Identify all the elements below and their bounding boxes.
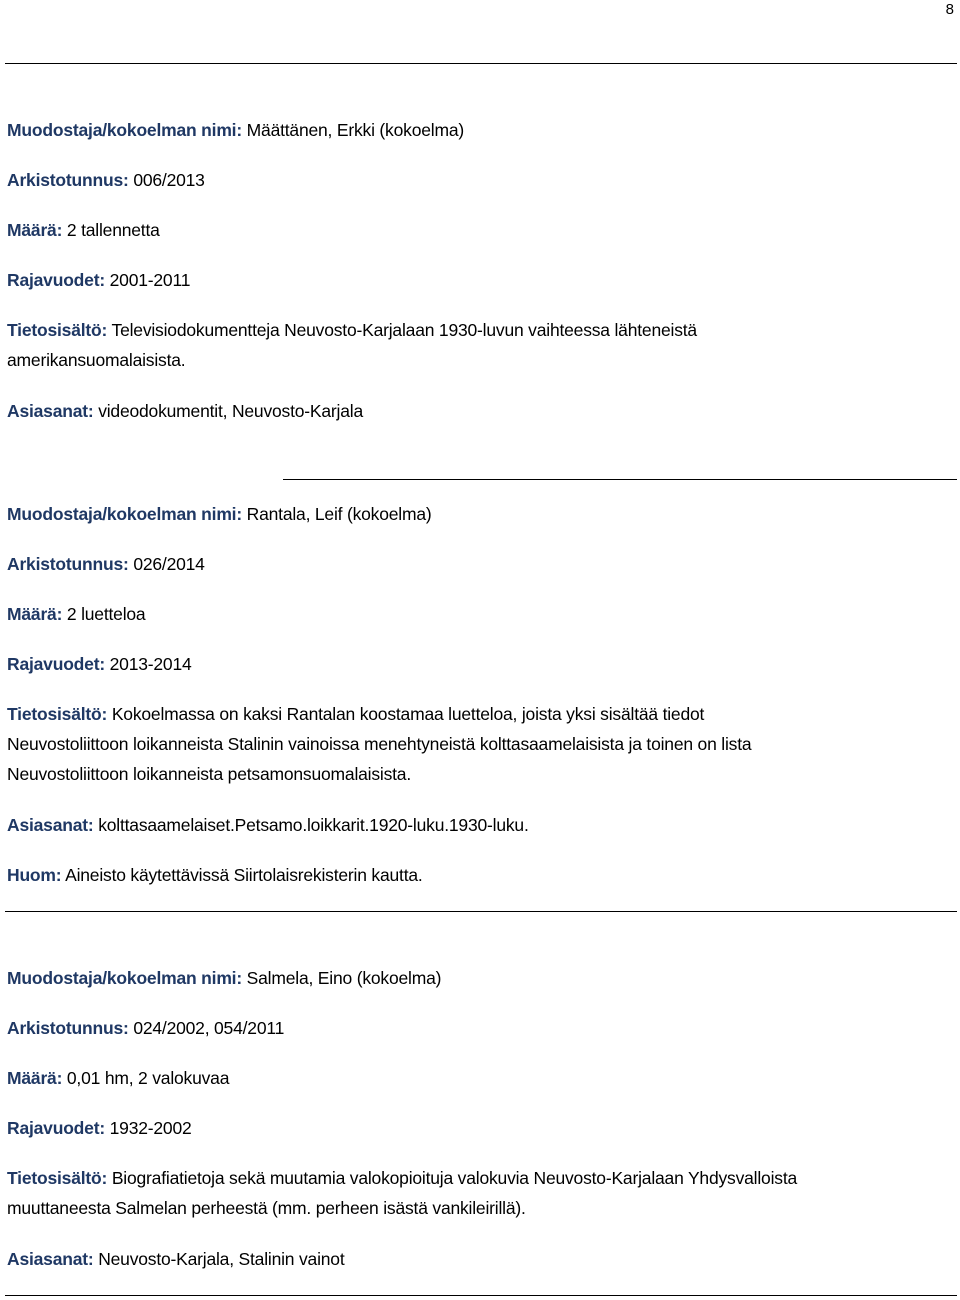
content-line-2: amerikansuomalaisista. [7,350,186,370]
archive-id-label: Arkistotunnus: [7,170,129,190]
date-range-value: 2001-2011 [109,270,191,290]
content-field-continued [7,759,947,789]
archive-id-field [7,165,947,195]
keywords-label: Asiasanat: [7,401,94,421]
amount-value: 2 tallennetta [66,220,160,240]
page-top-divider [5,63,957,64]
collection-name-value: Salmela, Eino (kokoelma) [246,968,442,988]
collection-name-label: Muodostaja/kokoelman nimi: [7,120,242,140]
collection-name-value: Määttänen, Erkki (kokoelma) [246,120,464,140]
collection-name-label: Muodostaja/kokoelman nimi: [7,968,242,988]
archive-id-value: 006/2013 [133,170,205,190]
date-range-value: 1932-2002 [109,1118,192,1138]
record-divider [283,479,957,480]
keywords-label: Asiasanat: [7,1249,94,1269]
amount-field [7,215,947,245]
amount-label: Määrä: [7,1068,63,1088]
archive-id-value: 024/2002, 054/2011 [133,1018,285,1038]
record-divider [5,1295,957,1296]
keywords-value: videodokumentit, Neuvosto-Karjala [98,401,363,421]
collection-name-value: Rantala, Leif (kokoelma) [246,504,432,524]
archive-id-label: Arkistotunnus: [7,1018,129,1038]
collection-name-label: Muodostaja/kokoelman nimi: [7,504,242,524]
amount-label: Määrä: [7,604,63,624]
date-range-label: Rajavuodet: [7,654,105,674]
archive-id-field [7,1013,947,1043]
record-divider [5,911,957,912]
keywords-field [7,810,947,840]
content-line-2: muuttaneesta Salmelan perheestä (mm. perheen isästä vankileirillä). [7,1198,526,1218]
content-line-2: Neuvostoliittoon loikanneista Stalinin vainoissa menehtyneistä kolttasaamelaisista ja toinen on lista [7,734,752,754]
content-line-1: Televisiodokumentteja Neuvosto-Karjalaan 1930-luvun vaihteessa lähteneistä [111,320,697,340]
content-label: Tietosisältö: [7,320,108,340]
amount-value: 2 luetteloa [66,604,146,624]
date-range-label: Rajavuodet: [7,1118,105,1138]
date-range-value: 2013-2014 [109,654,192,674]
date-range-label: Rajavuodet: [7,270,105,290]
content-field-continued [7,729,947,759]
content-field-continued [7,345,947,375]
note-value: Aineisto käytettävissä Siirtolaisrekisterin kautta. [65,865,423,885]
amount-field [7,1063,947,1093]
content-line-3: Neuvostoliittoon loikanneista petsamonsuomalaisista. [7,764,411,784]
collection-name-field [7,499,947,529]
note-label: Huom: [7,865,62,885]
archive-id-field [7,549,947,579]
content-field [7,1163,947,1193]
page-number: 8 [945,1,954,18]
date-range-field [7,265,947,295]
content-label: Tietosisältö: [7,704,108,724]
keywords-field [7,1244,947,1274]
content-field-continued [7,1193,947,1223]
content-field [7,699,947,729]
content-line-1: Kokoelmassa on kaksi Rantalan koostamaa luetteloa, joista yksi sisältää tiedot [111,704,705,724]
amount-field [7,599,947,629]
keywords-field [7,396,947,426]
keywords-value: kolttasaamelaiset.Petsamo.loikkarit.1920-luku.1930-luku. [98,815,529,835]
date-range-field [7,649,947,679]
content-label: Tietosisältö: [7,1168,108,1188]
amount-value: 0,01 hm, 2 valokuvaa [66,1068,230,1088]
note-field [7,860,947,890]
amount-label: Määrä: [7,220,63,240]
content-line-1: Biografiatietoja sekä muutamia valokopioituja valokuvia Neuvosto-Karjalaan Yhdysvalloista [111,1168,798,1188]
content-field [7,315,947,345]
date-range-field [7,1113,947,1143]
keywords-label: Asiasanat: [7,815,94,835]
collection-name-field [7,963,947,993]
archive-id-label: Arkistotunnus: [7,554,129,574]
keywords-value: Neuvosto-Karjala, Stalinin vainot [98,1249,345,1269]
collection-name-field [7,115,947,145]
archive-id-value: 026/2014 [133,554,205,574]
